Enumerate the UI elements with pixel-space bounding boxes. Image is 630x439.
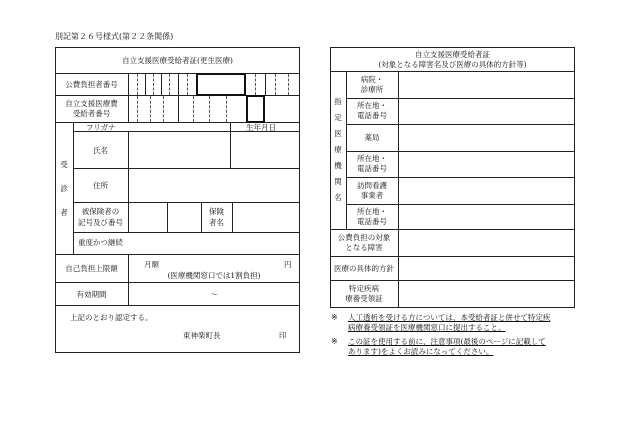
recipient-side-char-1: 受 — [60, 160, 68, 169]
check-digit-box — [246, 95, 265, 123]
copay-limit-label: 自己負担上限額 — [65, 264, 118, 273]
disability-label-2: となる障害 — [345, 243, 383, 252]
hospital-address-label-1: 所在地・ — [357, 101, 387, 110]
facility-side-char-1: 指 — [334, 97, 342, 106]
pharmacy-address-label-2: 電話番号 — [357, 164, 387, 173]
payer-number-highlight — [196, 73, 246, 96]
facility-side-char-5: 機 — [334, 161, 342, 170]
furigana-label: フリガナ — [86, 123, 116, 132]
name-label: 氏名 — [93, 146, 108, 155]
mayor-label: 東神楽町長 — [183, 331, 221, 340]
right-card-title-1: 自立支援医療受給者証 — [415, 50, 490, 59]
hospital-address-label-2: 電話番号 — [357, 111, 387, 120]
certification-text: 上記のとおり認定する。 — [70, 313, 153, 322]
nursing-label-1: 訪問看護 — [357, 181, 387, 190]
validity-label: 有効期間 — [76, 290, 107, 299]
hospital-label-2: 診療所 — [360, 85, 384, 94]
insured-label-2: 記号及び番号 — [78, 218, 123, 227]
facility-side-char-7: 名 — [334, 193, 342, 202]
form-code: 別記第２６号様式(第２２条関係) — [55, 32, 174, 41]
note-2-mark: ※ — [331, 337, 338, 346]
monthly-label: 月額 — [144, 260, 159, 269]
note-1-mark: ※ — [331, 313, 338, 322]
facility-side-char-4: 療 — [334, 145, 342, 154]
pharmacy-label: 薬局 — [364, 133, 380, 142]
facility-side-char-6: 関 — [334, 177, 342, 186]
facility-side-char-2: 定 — [334, 113, 342, 122]
yen-label: 円 — [284, 260, 292, 269]
nursing-address-label-2: 電話番号 — [357, 217, 387, 226]
copay-note: (医療機関窓口では1割負担) — [167, 271, 261, 280]
birthdate-label: 生年月日 — [246, 123, 276, 132]
address-label: 住所 — [93, 181, 108, 190]
specific-disease-label-2: 療養受領証 — [345, 294, 383, 303]
note-1-line-2: 病療養受領証を医療機関窓口に提出すること。 — [348, 323, 506, 332]
payer-number-label: 公費負担者番号 — [65, 80, 118, 89]
severe-continuous-label: 重度かつ継続 — [78, 238, 123, 247]
seal-label: 印 — [279, 331, 287, 340]
insurer-label-2: 者名 — [209, 218, 224, 227]
specific-disease-label-1: 特定疾病 — [349, 284, 379, 293]
recipient-side-char-2: 診 — [60, 184, 68, 193]
insured-label-1: 被保険者の — [81, 207, 120, 216]
note-2-line-2: あります)をよくお読みになってください。 — [348, 347, 494, 356]
validity-tilde: ～ — [210, 290, 218, 299]
insurer-label-1: 保険 — [209, 207, 224, 216]
disability-label-1: 公費負担の対象 — [337, 233, 391, 242]
note-2-line-1: この証を使用する前に、注意事項(最後のページに記載して — [348, 337, 546, 346]
note-1-line-1: 人工透析を受ける方については、本受給者証と併せて特定疾 — [348, 313, 551, 322]
nursing-address-label-1: 所在地・ — [357, 207, 387, 216]
pharmacy-address-label-1: 所在地・ — [357, 154, 387, 163]
facility-side-char-3: 医 — [334, 129, 342, 138]
recipient-number-label-1: 自立支援医療費 — [65, 99, 118, 108]
treatment-policy-label: 医療の具体的方針 — [334, 264, 394, 273]
recipient-number-label-2: 受給者番号 — [72, 109, 111, 118]
hospital-label-1: 病院・ — [360, 75, 384, 84]
left-card-title: 自立支援医療受給者証(更生医療) — [122, 56, 233, 65]
right-card-title-2: (対象となる障害名及び医療の具体的方針等) — [378, 60, 527, 69]
recipient-side-char-3: 者 — [60, 208, 68, 217]
nursing-label-2: 事業者 — [360, 191, 384, 200]
